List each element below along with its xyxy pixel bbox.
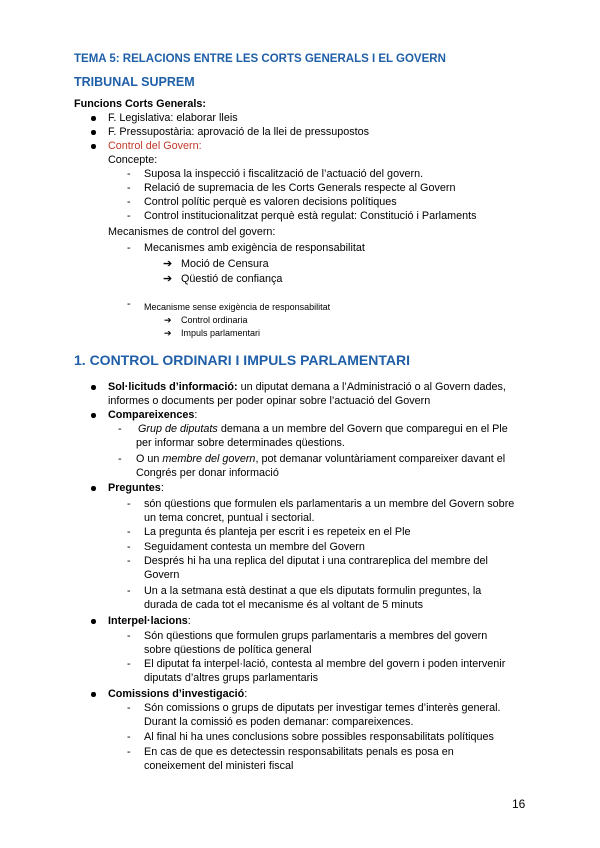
preg1-line1: són qüestions que formulen els parlamentaris a un membre del Govern sobre — [144, 498, 515, 510]
dash-marker: - — [127, 746, 131, 758]
comp2-italic: membre del govern — [162, 453, 256, 465]
dash-marker: - — [127, 585, 131, 597]
mocio-censura: Moció de Censura — [181, 258, 269, 270]
arrow-right-icon: ➔ — [163, 258, 173, 270]
document-subtitle: TRIBUNAL SUPREM — [74, 75, 195, 89]
concepte-item: Control polític perquè es valoren decisions polítiques — [144, 196, 397, 208]
dash-marker: - — [127, 182, 131, 194]
comp1-line2: per informar sobre determinades qüestions. — [136, 437, 345, 449]
concepte-label: Concepte: — [108, 154, 158, 166]
comp2-line1 — [136, 453, 505, 466]
bullet-dot — [91, 385, 96, 390]
preg5-line2: durada de cada tot el mecanisme és al voltant de 5 minuts — [144, 599, 424, 611]
page-number: 16 — [512, 797, 526, 811]
comp2-pre: O un — [136, 453, 163, 465]
comp1-line1 — [138, 423, 508, 436]
dash-marker: - — [127, 731, 131, 743]
bullet-dot — [91, 116, 96, 121]
colon: : — [187, 615, 191, 627]
mecanisme-sense-responsabilitat: Mecanisme sense exigència de responsabilitat — [144, 302, 331, 312]
arrow-right-icon: ➔ — [163, 273, 173, 285]
comissions-heading — [108, 688, 247, 701]
bullet-dot — [91, 130, 96, 135]
funcio-legislativa: F. Legislativa: elaborar lleis — [108, 112, 238, 124]
sollicituds-text: un diputat demana a l’Administració o al Govern dades, — [237, 381, 506, 393]
com1-line2: Durant la comissió es poden demanar: compareixences. — [144, 716, 414, 728]
concepte-item: Control institucionalitzat perquè està regulat: Constitució i Parlaments — [144, 210, 477, 222]
sollicituds-label: Sol·licituds d’informació: — [108, 381, 238, 393]
compareixences-label: Compareixences — [108, 409, 195, 421]
concepte-item: Relació de supremacia de les Corts Generals respecte al Govern — [144, 182, 456, 194]
document-title: TEMA 5: RELACIONS ENTRE LES CORTS GENERALS I EL GOVERN — [74, 53, 446, 65]
preg1-line2: un tema concret, puntual i sectorial. — [144, 512, 315, 524]
dash-marker: - — [118, 423, 122, 435]
colon: : — [194, 409, 198, 421]
interpel-label: Interpel·lacions — [108, 615, 188, 627]
control-ordinaria: Control ordinaria — [181, 315, 248, 325]
dash-marker: - — [127, 658, 131, 670]
com3-line2: coneixement del ministeri fiscal — [144, 760, 294, 772]
interp1-line1: Són qüestions que formulen grups parlamentaris a membres del govern — [144, 630, 488, 642]
funcio-pressupostaria: F. Pressupostària: aprovació de la llei de pressupostos — [108, 126, 370, 138]
interp2-line1: El diputat fa interpel·lació, contesta al membre del govern i poden intervenir — [144, 658, 506, 670]
bullet-dot — [91, 144, 96, 149]
preg3: Seguidament contesta un membre del Govern — [144, 541, 365, 553]
dash-marker: - — [127, 541, 131, 553]
arrow-right-icon: ➔ — [164, 328, 172, 338]
dash-marker: - — [127, 702, 131, 714]
dash-marker: - — [127, 526, 131, 538]
dash-marker: - — [118, 453, 122, 465]
com3-line1: En cas de que es detectessin responsabilitats penals es posa en — [144, 746, 454, 758]
dash-marker: - — [127, 298, 131, 310]
concepte-item: Suposa la inspecció i fiscalització de l’actuació del govern. — [144, 168, 424, 180]
comp1-italic: Grup de diputats — [138, 423, 218, 435]
dash-marker: - — [127, 242, 131, 254]
preg4-line1: Després hi ha una replica del diputat i una contrareplica del membre del — [144, 555, 488, 567]
bullet-dot — [91, 486, 96, 491]
preguntes-heading — [108, 482, 164, 495]
bullet-dot — [91, 413, 96, 418]
bullet-dot — [91, 619, 96, 624]
comp1-rest: demana a un membre del Govern que comparegui en el Ple — [217, 423, 508, 435]
comp2-line2: Congrés per donar informació — [136, 467, 279, 479]
interp2-line2: diputats d’altres grups parlamentaris — [144, 672, 319, 684]
mecanisme-amb-responsabilitat: Mecanismes amb exigència de responsabilitat — [144, 242, 365, 254]
impuls-parlamentari: Impuls parlamentari — [181, 328, 261, 338]
preg4-line2: Govern — [144, 569, 180, 581]
dash-marker: - — [127, 498, 131, 510]
comissions-label: Comissions d’investigació — [108, 688, 245, 700]
interpel-heading — [108, 615, 191, 628]
preguntes-label: Preguntes — [108, 482, 161, 494]
com1-line1: Són comissions o grups de diputats per investigar temes d’interès general. — [144, 702, 501, 714]
arrow-right-icon: ➔ — [164, 315, 172, 325]
colon: : — [160, 482, 164, 494]
bullet-dot — [91, 692, 96, 697]
interp1-line2: sobre qüestions de política general — [144, 644, 312, 656]
questio-confianca: Qüestió de confiança — [181, 273, 283, 285]
section-heading: 1. CONTROL ORDINARI I IMPULS PARLAMENTARI — [74, 352, 410, 368]
dash-marker: - — [127, 630, 131, 642]
dash-marker: - — [127, 210, 131, 222]
preg5-line1: Un a la setmana està destinat a que els diputats formulin preguntes, la — [144, 585, 482, 597]
control-govern-label: Control del Govern: — [108, 140, 202, 152]
mecanismes-label: Mecanismes de control del govern: — [108, 226, 276, 238]
preg2: La pregunta és planteja per escrit i es repeteix en el Ple — [144, 526, 411, 538]
sollicituds-line1 — [108, 381, 506, 394]
sollicituds-line2: informes o documents per poder opinar sobre l’actuació del Govern — [108, 395, 431, 407]
dash-marker: - — [127, 168, 131, 180]
dash-marker: - — [127, 555, 131, 567]
funcions-heading: Funcions Corts Generals: — [74, 98, 206, 110]
dash-marker: - — [127, 196, 131, 208]
compareixences-heading — [108, 409, 197, 422]
comp2-rest: , pot demanar voluntàriament compareixer davant el — [255, 453, 506, 465]
colon: : — [244, 688, 248, 700]
com2: Al final hi ha unes conclusions sobre possibles responsabilitats polítiques — [144, 731, 494, 743]
